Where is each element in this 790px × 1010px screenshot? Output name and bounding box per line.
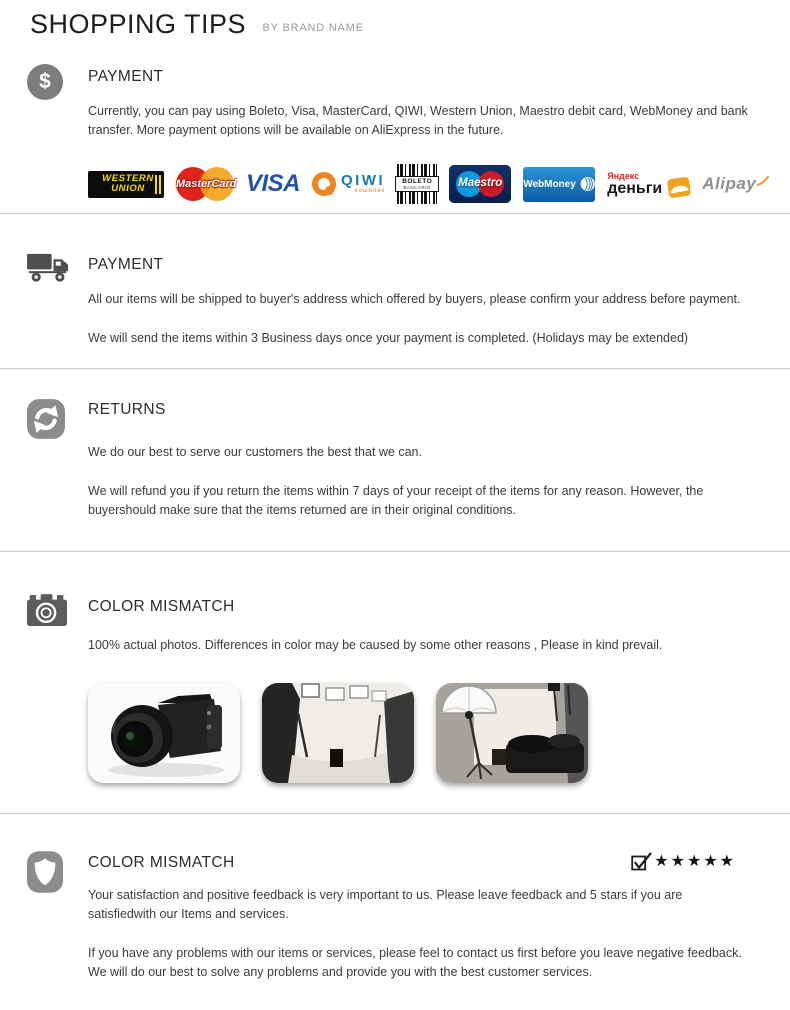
shipping-section [0, 213, 790, 368]
camera-icon [27, 594, 67, 627]
yandex-wallet-icon [667, 176, 691, 198]
shipping-p2: We will send the items within 3 Business days once your payment is completed. (Holidays may be extended) [88, 331, 689, 345]
qiwi-sublabel: кошелек [354, 188, 386, 194]
returns-title: RETURNS [88, 401, 166, 418]
dollar-icon: $ [27, 64, 63, 100]
color-mismatch-section [0, 551, 790, 813]
returns-section [0, 368, 790, 551]
western-union-logo [88, 171, 164, 198]
checkbox-checked-icon [631, 852, 652, 871]
yandex-line2: деньги [607, 180, 663, 197]
webmoney-label: WebMoney [523, 178, 576, 190]
qiwi-label: QIWI [341, 172, 386, 189]
payment-icon-col [0, 64, 88, 213]
payment-body: Currently, you can pay using Boleto, Visa, MasterCard, QIWI, Western Union, Maestro debit card, WebMoney and bank transfer. More payment options will be available on AliExpress in the future. [88, 104, 748, 137]
boleto-line1: BOLETO [402, 178, 433, 185]
shipping-icon-col [0, 252, 88, 368]
payment-section [0, 52, 790, 213]
yandex-line1: Яндекс [607, 171, 640, 181]
truck-icon [27, 252, 69, 283]
page-title: SHOPPING TIPS [30, 9, 247, 39]
dslr-camera-photo [88, 683, 240, 783]
returns-p1: We do our best to serve our customers the best that we can. [88, 445, 422, 459]
qiwi-q-icon [312, 172, 336, 196]
refresh-returns-icon [27, 397, 65, 441]
feedback-icon-col [0, 850, 88, 1008]
mastercard-label: MasterCard [176, 178, 237, 190]
feedback-title: COLOR MISMATCH [88, 854, 235, 871]
yandex-money-logo [607, 171, 690, 197]
qiwi-logo [312, 172, 385, 196]
payment-title: PAYMENT [88, 68, 164, 85]
product-photos-row [88, 683, 748, 783]
color-mismatch-p1: 100% actual photos. Differences in color may be caused by some other reasons , Please in kind prevail. [88, 638, 663, 652]
returns-p2: We will refund you if you return the items within 7 days of your receipt of the items for any reason. However, the buyershould make sure that the items returned are in their original conditions. [88, 484, 704, 517]
color-mismatch-title: COLOR MISMATCH [88, 598, 235, 615]
boleto-logo [397, 164, 437, 204]
alipay-logo [702, 174, 770, 194]
maestro-label: Maestro [458, 177, 503, 189]
studio-equipment-photo [436, 683, 588, 783]
visa-logo [246, 170, 300, 198]
webmoney-globe-icon [580, 174, 595, 194]
western-union-line2: UNION [111, 183, 145, 194]
feedback-p2: If you have any problems with our items or services, please feel to contact us first before you leave negative feedback. We will do our best to solve any problems and provide you with the best customer services. [88, 946, 742, 979]
feedback-p1: Your satisfaction and positive feedback is very important to us. Please leave feedback and 5 stars if you are satisfiedwith our Items and services. [88, 888, 683, 921]
western-union-line1: WESTERN [102, 172, 154, 184]
visa-label: VISA [246, 170, 301, 197]
photo-studio-photo [262, 683, 414, 783]
maestro-logo [449, 165, 511, 203]
color-mismatch-icon-col [0, 594, 88, 813]
rating-stars: ★★★★★ [654, 852, 736, 870]
page-header [0, 0, 790, 52]
alipay-label: Alipay [702, 174, 757, 193]
webmoney-logo [523, 167, 595, 202]
shipping-title: PAYMENT [88, 256, 164, 273]
rating-display [631, 852, 736, 871]
payment-logos-row [88, 164, 770, 204]
returns-icon-col [0, 397, 88, 551]
alipay-swoosh-icon [757, 176, 770, 187]
shield-icon [27, 850, 63, 894]
boleto-line2: BANCARIO [403, 185, 431, 190]
mastercard-logo [176, 166, 237, 202]
feedback-section [0, 813, 790, 1008]
page-subtitle: BY BRAND NAME [262, 22, 364, 34]
shipping-p1: All our items will be shipped to buyer's address which offered by buyers, please confirm your address before payment. [88, 292, 741, 306]
